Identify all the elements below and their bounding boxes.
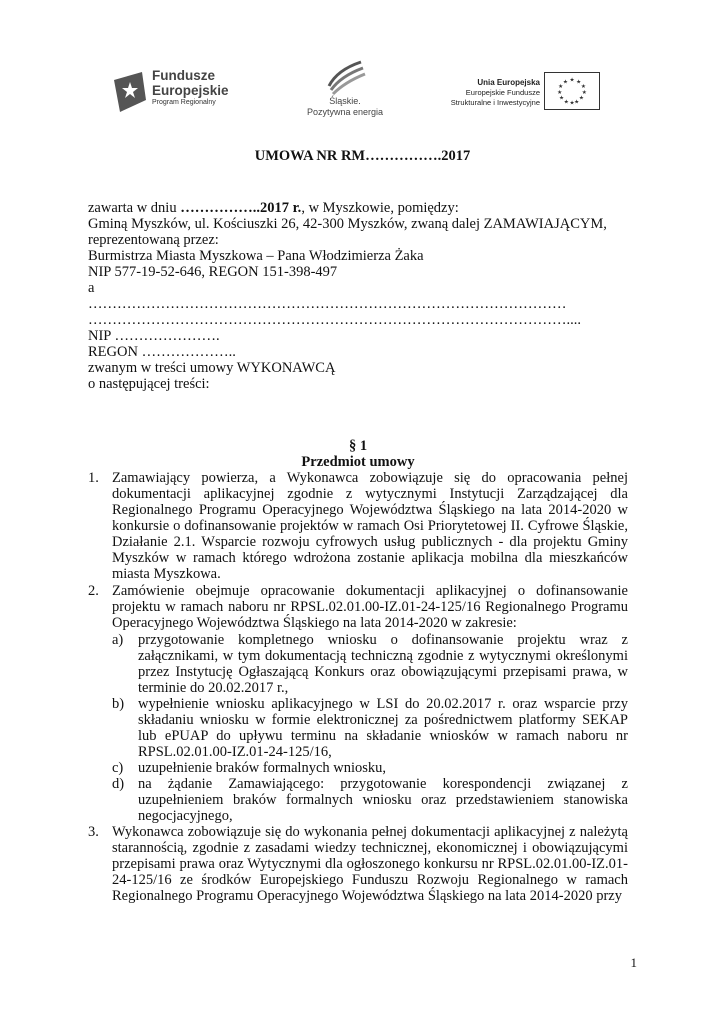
subclause-a: a) przygotowanie kompletnego wniosku o dofinansowanie projektu wraz z załącznikami, w tym dokumentacją techniczną zgodnie z wytycznymi określonymi przez Instytucję Ogłaszającą Konkurs oraz obowiązującymi przepisami prawa, w terminie do 20.02.2017 r., <box>112 632 628 696</box>
slaskie-name: Śląskie. <box>329 96 361 106</box>
header-line9: NIP …………………. <box>88 328 220 344</box>
fe-line3: Program Regionalny <box>152 99 216 106</box>
header-line3: reprezentowaną przez: <box>88 232 219 248</box>
clause-item-3: 3. Wykonawca zobowiązuje się do wykonania pełnej dokumentacji aplikacyjnej z należytą starannością, zgodnie z zasadami wiedzy technicznej, ekonomicznej i obowiązującymi przepisami prawa oraz Wytycznymi dla ogłoszonego konkursu nr RPSL.02.01.00-IZ.01-24-125/16 ze środków Europejskiego Funduszu Rozwoju Regionalnego w ramach Regionalnego Programu Operacyjnego Województwa Śląskiego na lata 2014-2020 przy <box>88 824 628 904</box>
svg-text:★: ★ <box>576 79 582 86</box>
svg-text:★: ★ <box>578 95 585 102</box>
header-line10: REGON ……………….. <box>88 344 236 360</box>
clause-item-1: 1. Zamawiający powierza, a Wykonawca zobowiązuje się do opracowania pełnej dokumentacji aplikacyjnej zgodnie z wytycznymi Instytucji Zarządzającej dla Regionalnego Programu Operacyjnego Województwa Śląskiego na lata 2014-2020 w konkursie o dofinansowanie projektów w ramach Osi Priorytetowej II. Cyfrowe Śląskie, Działanie 2.1. Wsparcie rozwoju cyfrowych usług publicznych - dla projektu Gminy Myszków w ramach którego wdrożona zostanie aplikacja mobilna dla mieszkańców miasta Myszkowa. <box>88 470 628 582</box>
header-line12: o następującej treści: <box>88 376 210 392</box>
subclause-c: c) uzupełnienie braków formalnych wniosku, <box>112 760 387 776</box>
eu-flag-icon <box>544 72 600 110</box>
clause-item-2: 2. Zamówienie obejmuje opracowanie dokumentacji aplikacyjnej o dofinansowanie projektu w ramach naboru nr RPSL.02.01.00-IZ.01-24-125/16 Regionalnego Programu Operacyjnego Województwa Śląskiego na lata 2014-2020 w zakresie: <box>88 583 628 631</box>
clause-list <box>88 470 628 905</box>
svg-text:★: ★ <box>563 99 569 106</box>
svg-text:★: ★ <box>562 79 568 86</box>
fe-line2: Europejskie <box>152 83 229 98</box>
subclause-d: d) na żądanie Zamawiającego: przygotowanie korespondencji związanej z uzupełnieniem braków formalnych wniosku oraz przedstawieniem stanowiska negocjacyjnego, <box>112 776 628 824</box>
svg-text:★: ★ <box>558 84 564 91</box>
logo-bar <box>0 56 725 126</box>
ue-line1: Unia Europejska <box>477 78 540 87</box>
slaskie-slogan: Pozytywna energia <box>306 107 384 117</box>
svg-text:★: ★ <box>559 95 565 102</box>
subclause-b: b) wypełnienie wniosku aplikacyjnego w LSI do 20.02.2017 r. oraz wsparcie przy składaniu wniosku w formie elektronicznej za pośrednictwem platformy SEKAP lub ePUAP do upływu terminu na składanie wniosków w ramach naboru nr RPSL.02.01.00-IZ.01-24-125/16, <box>112 696 628 760</box>
fe-line1: Fundusze <box>152 68 215 83</box>
section-number: § 1 <box>348 438 368 454</box>
ue-line2: Europejskie Fundusze <box>465 88 540 97</box>
header-line2: Gminą Myszków, ul. Kościuszki 26, 42-300 Myszków, zwaną dalej ZAMAWIAJĄCYM, <box>88 216 607 232</box>
header-line5: NIP 577-19-52-646, REGON 151-398-497 <box>88 264 338 280</box>
header-line6: a <box>88 280 95 296</box>
ue-line3: Strukturalne i Inwestycyjne <box>450 98 540 107</box>
svg-text:★: ★ <box>581 89 587 96</box>
contract-title: UMOWA NR RM…………….2017 <box>254 148 471 164</box>
svg-text:★: ★ <box>580 84 586 91</box>
header-line7: ……………………………………………………………………………………… <box>88 296 567 312</box>
section-heading: Przedmiot umowy <box>301 454 415 470</box>
header-line4: Burmistrza Miasta Myszkowa – Pana Włodzimierza Żaka <box>88 248 424 264</box>
svg-text:★: ★ <box>569 77 575 84</box>
svg-text:★: ★ <box>557 89 563 96</box>
page-number: 1 <box>630 955 637 970</box>
contract-header <box>88 200 628 392</box>
section-header <box>88 438 628 470</box>
slaskie-wave-icon <box>323 56 367 96</box>
header-line1: zawarta w dniu ……………..2017 r., w Myszkowie, pomiędzy: <box>88 200 459 216</box>
fe-star-icon <box>112 70 148 114</box>
svg-text:★: ★ <box>574 99 580 106</box>
header-line8: ……………………………………………………………………………………….... <box>88 312 581 328</box>
slaskie-logo <box>300 56 390 126</box>
svg-text:★: ★ <box>569 100 575 107</box>
fundusze-europejskie-logo <box>112 66 252 116</box>
unia-europejska-logo <box>428 72 608 118</box>
header-line11: zwanym w treści umowy WYKONAWCĄ <box>88 360 336 376</box>
